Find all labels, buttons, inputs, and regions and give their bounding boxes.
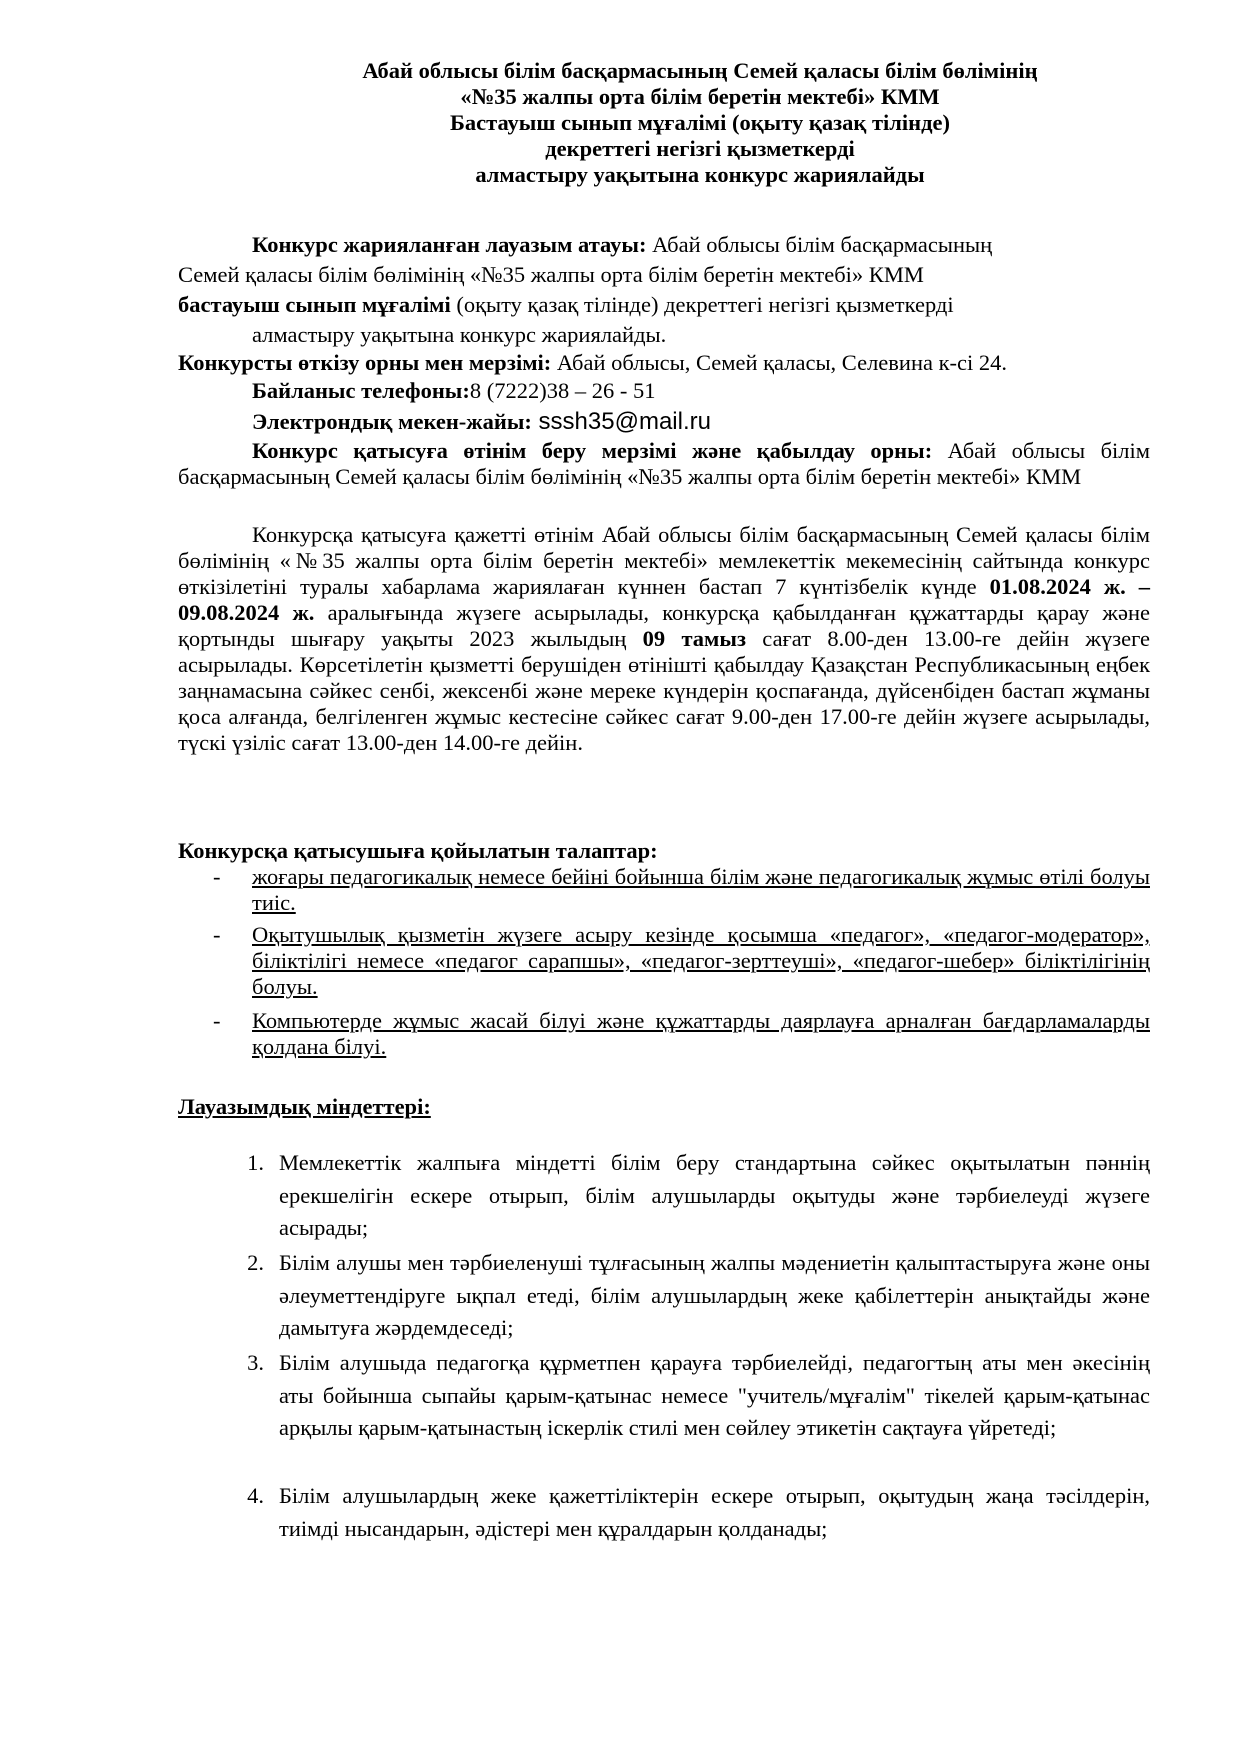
title-line: Бастауыш сынып мұғалімі (оқыту қазақ тілінде) [450,110,950,135]
position-line-1 [252,232,992,258]
application-label: Конкурс қатысуға өтінім беру мерзімі және қабылдау орны: [252,438,933,463]
phone-label: Байланыс телефоны: [252,378,470,403]
duty-number: 3. [247,1350,264,1375]
position-role-detail: (оқыту қазақ тілінде) декреттегі негізгі қызметкерді [450,292,954,317]
date-from: 01.08.2024 ж. [989,574,1126,599]
venue-label: Конкурсты өткізу орны мен мерзімі: [178,350,552,375]
requirement-item: Оқытушылық қызметін жүзеге асыру кезінде қосымша «педагог», «педагог-модератор», біліктілігі немесе «педагог сарапшы», «педагог-зерттеуші», «педагог-шебер» біліктілігінің болуы. [252,922,1150,999]
requirement-item: Компьютерде жұмыс жасай білуі және құжаттарды даярлауға арналған бағдарламаларды қолдана білуі. [252,1008,1150,1059]
title-line: декреттегі негізгі қызметкерді [545,136,855,161]
requirement-bullet: - [213,1008,221,1033]
phone-line [252,378,655,404]
requirement-item: жоғары педагогикалық немесе бейіні бойынша білім және педагогикалық жұмыс өтілі болуы тиіс. [252,864,1150,915]
date-to: 09.08.2024 ж. [178,600,315,625]
procedure-text: аралығында жүзеге асырылады, конкурсқа қабылданған құжаттарды қарау және қортынды шығару уақыты 2023 жылыдың [178,600,1150,651]
duty-number: 4. [247,1483,264,1508]
procedure-paragraph [178,522,1150,756]
procedure-text: Конкурсқа қатысуға қажетті өтінім Абай облысы білім басқармасының Семей қаласы білім бөлімінің «№35 жалпы орта білім беретін мектебі» мемлекеттік мекемесінің сайтында конкурс өткізілетіні туралы хабарлама жариялаған күннен бастап 7 күнтізбелік күнде [178,522,1150,599]
requirement-bullet: - [213,864,221,889]
position-line-4: алмастыру уақытына конкурс жариялайды. [252,322,667,347]
duty-item: Білім алушы мен тәрбиеленуші тұлғасының жалпы мәдениетін қалыптастыруға және оны әлеуметтендіруге ықпал етеді, білім алушылардың жеке қабілеттерін анықтайды және дамытуға жәрдемдеседі; [279,1250,1150,1340]
title-line: Абай облысы білім басқармасының Семей қаласы білім бөлімінің [362,58,1038,83]
position-line-2: Семей қаласы білім бөлімінің «№35 жалпы орта білім беретін мектебі» КММ [178,262,924,287]
duty-item: Білім алушылардың жеке қажеттіліктерін ескере отырып, оқытудың жаңа тәсілдерін, тиімді нысандарын, әдістері мен құралдарын қолданады; [279,1483,1150,1541]
application-text: Абай облысы білім басқармасының Семей қаласы білім бөлімінің «№35 жалпы орта білім беретін мектебі» КММ [178,438,1150,489]
duty-item: Білім алушыда педагогқа құрметпен қарауға тәрбиелейді, педагогтың аты мен әкесінің аты бойынша сыпайы қарым-қатынас немесе "учитель/мұғалім" тікелей қарым-қатынас арқылы қарым-қатынастың іскерлік стилі мен сөйлеу этикетін сақтауға үйретеді; [279,1350,1150,1440]
procedure-text: сағат 8.00-ден 13.00-ге дейін жүзеге асырылады. Көрсетілетін қызметті берушіден өтінішті қабылдау Қазақстан Республикасының еңбек заңнамасына сәйкес сенбі, жексенбі және мереке күндерін қоспағанда, дүйсенбіден бастап жұманы қоса алғанда, белгіленген жұмыс кестесіне сәйкес сағат 9.00-ден 17.00-ге дейін жүзеге асырылады, түскі үзіліс сағат 13.00-ден 14.00-ге дейін. [178,626,1151,755]
venue-line [178,350,1007,376]
email-line [252,409,711,435]
duties-heading: Лауазымдық міндеттері: [178,1094,431,1119]
review-date: 09 тамыз [642,626,746,651]
duty-item: Мемлекеттік жалпыға міндетті білім беру стандартына сәйкес оқытылатын пәннің ерекшелігін ескере отырып, білім алушыларды оқытуды және тәрбиелеуді жүзеге асырады; [279,1150,1150,1240]
venue-value: Абай облысы, Семей қаласы, Селевина к-сі 24. [551,350,1008,375]
requirements-heading: Конкурсқа қатысушыға қойылатын талаптар: [178,838,658,863]
position-label: Конкурс жарияланған лауазым атауы: [252,232,647,257]
email-label: Электрондық мекен-жайы: [252,409,532,434]
application-paragraph [178,438,1150,490]
duty-number: 1. [247,1150,264,1175]
email-value[interactable]: sssh35@mail.ru [531,408,711,435]
document-title [300,58,1100,188]
phone-value: 8 (7222)38 – 26 - 51 [469,378,656,403]
requirement-bullet: - [213,922,221,947]
position-line-3 [178,292,954,318]
title-line: алмастыру уақытына конкурс жариялайды [475,162,925,187]
title-line: «№35 жалпы орта білім беретін мектебі» КММ [460,84,940,109]
position-role: бастауыш сынып мұғалімі [178,292,451,317]
duty-number: 2. [247,1250,264,1275]
position-text: Абай облысы білім басқармасының [646,232,993,257]
date-dash: – [1125,574,1150,599]
